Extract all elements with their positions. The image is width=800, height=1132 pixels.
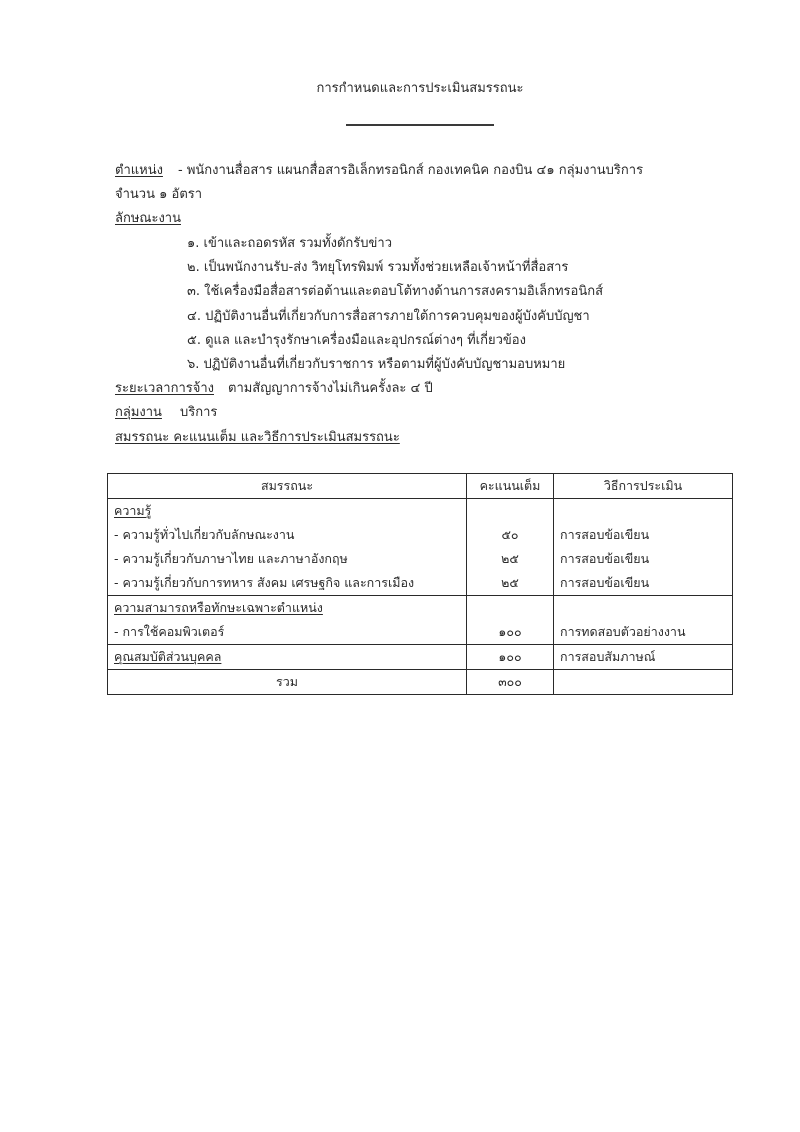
job-description-label: ลักษณะงาน xyxy=(115,211,181,226)
method: การสอบข้อเขียน xyxy=(560,551,650,566)
section-heading: ความรู้ xyxy=(114,503,152,518)
section-heading: คุณสมบัติส่วนบุคคล xyxy=(114,649,222,664)
score: ๒๕ xyxy=(501,551,519,566)
table-row xyxy=(108,596,733,645)
header-method: วิธีการประเมิน xyxy=(554,474,733,499)
competency-item: - ความรู้เกี่ยวกับการทหาร สังคม เศรษฐกิจ และการเมือง xyxy=(114,575,415,590)
position-count: จำนวน ๑ อัตรา xyxy=(115,187,203,202)
total-score: ๓๐๐ xyxy=(498,674,522,689)
job-item: ๔. ปฏิบัติงานอื่นที่เกี่ยวกับการสื่อสารภายใต้การควบคุมของผู้บังคับบัญชา xyxy=(187,309,590,324)
score: ๒๕ xyxy=(501,575,519,590)
method: การสอบสัมภาษณ์ xyxy=(560,649,656,664)
employment-period-label: ระยะเวลาการจ้าง xyxy=(115,381,214,396)
method: การสอบข้อเขียน xyxy=(560,575,650,590)
competency-item: - ความรู้เกี่ยวกับภาษาไทย และภาษาอังกฤษ xyxy=(114,551,348,566)
table-row xyxy=(108,645,733,670)
total-method xyxy=(560,670,726,694)
employment-period-value: ตามสัญญาการจ้างไม่เกินครั้งละ ๔ ปี xyxy=(228,381,433,396)
work-group-label: กลุ่มงาน xyxy=(115,405,162,420)
score: ๑๐๐ xyxy=(498,649,522,664)
work-group-value: บริการ xyxy=(180,405,218,420)
job-item: ๓. ใช้เครื่องมือสื่อสารต่อต้านและตอบโต้ทางด้านการสงครามอิเล็กทรอนิกส์ xyxy=(187,284,604,299)
job-item: ๑. เข้าและถอดรหัส รวมทั้งดักรับข่าว xyxy=(187,236,393,251)
job-item: ๖. ปฏิบัติงานอื่นที่เกี่ยวกับราชการ หรือตามที่ผู้บังคับบัญชามอบหมาย xyxy=(187,357,566,372)
section-heading: ความสามารถหรือทักษะเฉพาะตำแหน่ง xyxy=(114,600,323,615)
table-heading: สมรรถนะ คะแนนเต็ม และวิธีการประเมินสมรรถนะ xyxy=(115,430,400,445)
header-competency: สมรรถนะ xyxy=(108,474,467,499)
table-header-row xyxy=(108,474,733,499)
position-value: - พนักงานสื่อสาร แผนกสื่อสารอิเล็กทรอนิกส์ กองเทคนิค กองบิน ๔๑ กลุ่มงานบริการ xyxy=(178,163,644,178)
method: การทดสอบตัวอย่างงาน xyxy=(560,624,686,639)
header-full-score: คะแนนเต็ม xyxy=(467,474,554,499)
total-label: รวม xyxy=(276,674,298,689)
document-title: การกำหนดและการประเมินสมรรถนะ xyxy=(316,81,524,96)
method: การสอบข้อเขียน xyxy=(560,527,650,542)
job-item: ๒. เป็นพนักงานรับ-ส่ง วิทยุโทรพิมพ์ รวมทั้งช่วยเหลือเจ้าหน้าที่สื่อสาร xyxy=(187,260,569,275)
score: ๕๐ xyxy=(501,527,519,542)
table-row xyxy=(108,499,733,596)
title-divider xyxy=(346,124,494,126)
competency-table xyxy=(107,473,733,695)
competency-item: - ความรู้ทั่วไปเกี่ยวกับลักษณะงาน xyxy=(114,527,295,542)
table-total-row xyxy=(108,670,733,695)
score: ๑๐๐ xyxy=(498,624,522,639)
job-item: ๕. ดูแล และบำรุงรักษาเครื่องมือและอุปกรณ์ต่างๆ ที่เกี่ยวข้อง xyxy=(187,333,526,348)
position-label: ตำแหน่ง xyxy=(115,163,163,178)
competency-item: - การใช้คอมพิวเตอร์ xyxy=(114,624,225,639)
